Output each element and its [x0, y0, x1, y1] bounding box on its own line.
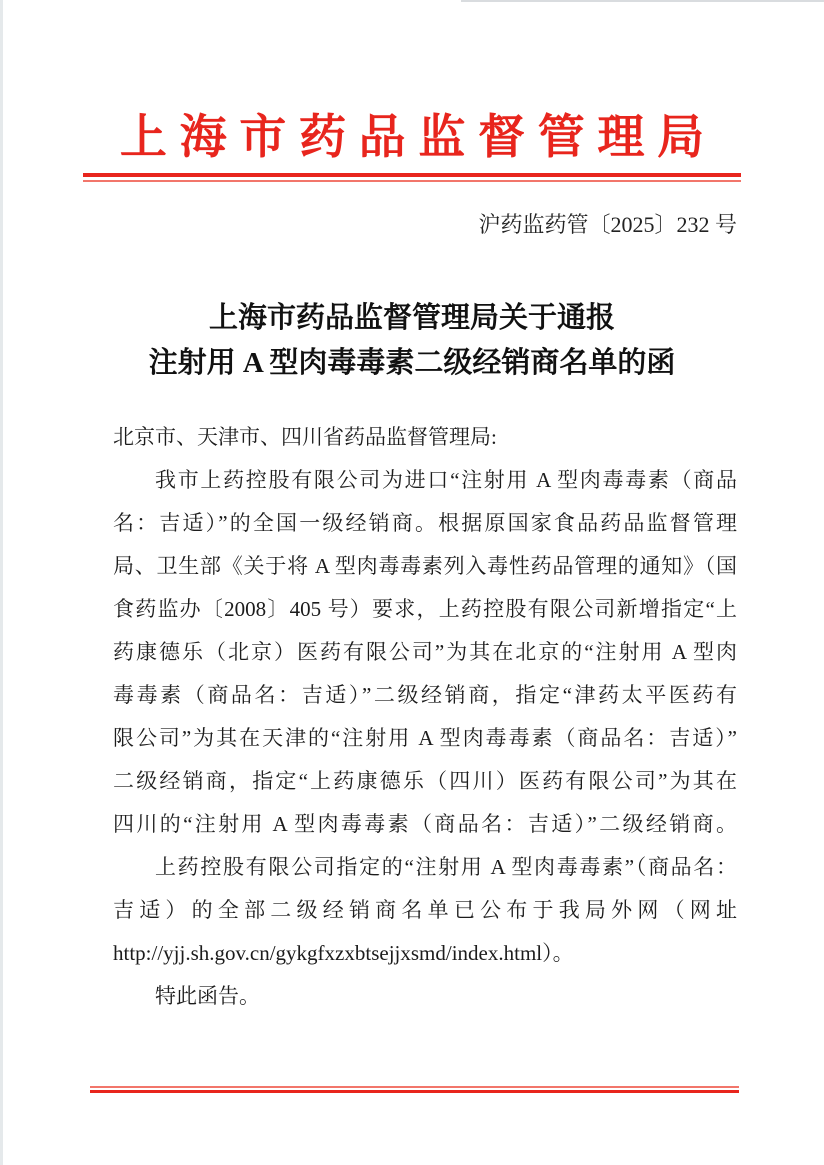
body-text-line: 名：吉适）”的全国一级经销商。根据原国家食品药品监督管理 — [113, 511, 737, 535]
footer-rule — [90, 1086, 739, 1093]
document-title-line-1: 上海市药品监督管理局关于通报 — [208, 302, 615, 334]
body-text-line: 我市上药控股有限公司为进口“注射用 A 型肉毒毒素（商品 — [155, 468, 737, 492]
body-text-line: 毒毒素（商品名：吉适）”二级经销商，指定“津药太平医药有 — [113, 683, 737, 707]
website-url-line: http://yjj.sh.gov.cn/gykgfxzxbtsejjxsmd/index.html）。 — [113, 941, 574, 965]
body-text-line: 局、卫生部《关于将 A 型肉毒毒素列入毒性药品管理的通知》（国 — [113, 554, 737, 578]
body-text-line: 特此函告。 — [155, 984, 260, 1008]
agency-letterhead-title: 上海市药品监督管理局 — [119, 112, 717, 164]
body-text-line: 吉适）的全部二级经销商名单已公布于我局外网（网址 — [113, 898, 737, 922]
document-number: 沪药监药管〔2025〕232 号 — [478, 212, 737, 237]
body-text-line: 二级经销商，指定“上药康德乐（四川）医药有限公司”为其在 — [113, 769, 737, 793]
body-paragraph-lines — [113, 459, 737, 1018]
body-text-line: 上药控股有限公司指定的“注射用 A 型肉毒毒素”（商品名： — [155, 855, 737, 879]
letterhead-rule-thin-line — [83, 180, 741, 182]
body-text-line: 食药监办〔2008〕405 号）要求，上药控股有限公司新增指定“上 — [113, 597, 737, 621]
body-text-line: 限公司”为其在天津的“注射用 A 型肉毒毒素（商品名：吉适）” — [113, 726, 737, 750]
footer-rule-thick-line — [90, 1090, 739, 1093]
letterhead-rule — [83, 173, 741, 182]
body-text-line: 药康德乐（北京）医药有限公司”为其在北京的“注射用 A 型肉 — [113, 640, 737, 664]
scan-edge-top-artifact — [461, 0, 824, 2]
recipient-line: 北京市、天津市、四川省药品监督管理局: — [113, 425, 497, 449]
scan-edge-left-artifact — [0, 0, 3, 1165]
body-text-line: 四川的“注射用 A 型肉毒毒素（商品名：吉适）”二级经销商。 — [113, 812, 737, 836]
document-title-line-2: 注射用 A 型肉毒毒素二级经销商名单的函 — [148, 347, 676, 379]
document-title — [60, 296, 764, 386]
document-body — [113, 416, 737, 1018]
